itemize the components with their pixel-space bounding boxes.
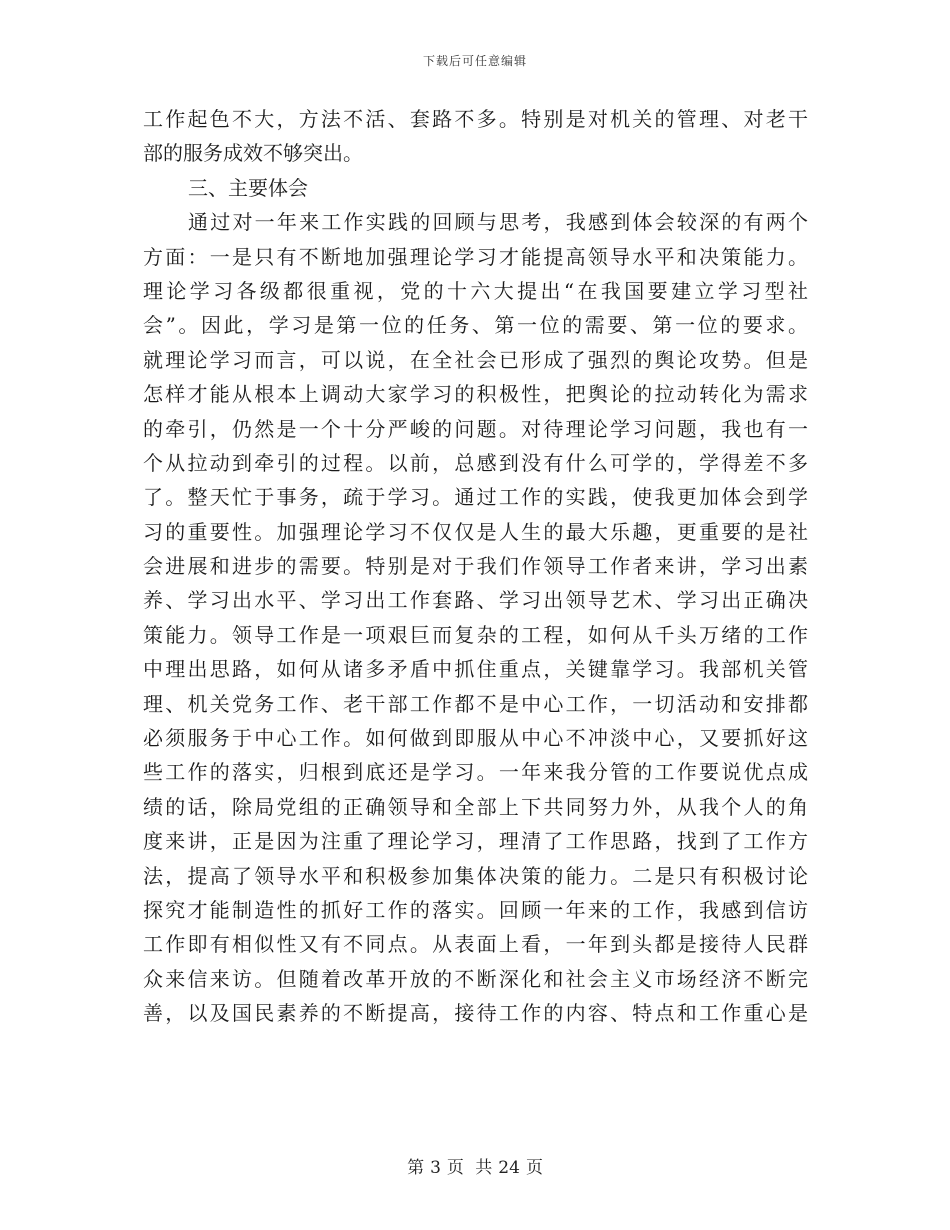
text-line: 理论学习各级都很重视，党的十六大提出“在我国要建立学习型社 bbox=[143, 278, 808, 303]
text-line: 法，提高了领导水平和积极参加集体决策的能力。二是只有积极讨论 bbox=[143, 863, 808, 888]
text-line: 通过对一年来工作实践的回顾与思考，我感到体会较深的有两个 bbox=[188, 210, 808, 235]
text-line: 会进展和进步的需要。特别是对于我们作领导工作者来讲，学习出素 bbox=[143, 554, 808, 579]
page-header: 下载后可任意编辑 bbox=[422, 54, 527, 68]
text-line: 工作起色不大，方法不活、套路不多。特别是对机关的管理、对老干 bbox=[143, 107, 808, 131]
text-line: 习的重要性。加强理论学习不仅仅是人生的最大乐趣，更重要的是社 bbox=[143, 519, 808, 544]
text-line: 了。整天忙于事务，疏于学习。通过工作的实践，使我更加体会到学 bbox=[143, 485, 808, 510]
text-line: 些工作的落实，归根到底还是学习。一年来我分管的工作要说优点成 bbox=[143, 760, 808, 785]
text-line: 度来讲，正是因为注重了理论学习，理清了工作思路，找到了工作方 bbox=[143, 829, 808, 854]
text-line: 探究才能制造性的抓好工作的落实。回顾一年来的工作，我感到信访 bbox=[143, 897, 808, 922]
text-line: 善，以及国民素养的不断提高，接待工作的内容、特点和工作重心是 bbox=[143, 1001, 808, 1026]
text-line: 就理论学习而言，可以说，在全社会已形成了强烈的舆论攻势。但是 bbox=[143, 347, 808, 372]
text-line: 中理出思路，如何从诸多矛盾中抓住重点，关键靠学习。我部机关管 bbox=[143, 657, 808, 682]
section-heading: 三、主要体会 bbox=[188, 175, 308, 200]
text-line: 会”。因此，学习是第一位的任务、第一位的需要、第一位的要求。 bbox=[143, 313, 808, 338]
text-line: 绩的话，除局党组的正确领导和全部上下共同努力外，从我个人的角 bbox=[143, 794, 808, 819]
text-line: 的牵引，仍然是一个十分严峻的问题。对待理论学习问题，我也有一 bbox=[143, 416, 808, 441]
footer-middle: 页 共 bbox=[446, 1158, 493, 1178]
text-line: 必须服务于中心工作。如何做到即服从中心不冲淡中心，又要抓好这 bbox=[143, 726, 808, 751]
text-line: 众来信来访。但随着改革开放的不断深化和社会主义市场经济不断完 bbox=[143, 966, 808, 991]
page-number-footer bbox=[0, 1153, 950, 1178]
total-page-count: 24 bbox=[498, 1158, 520, 1178]
footer-suffix: 页 bbox=[525, 1158, 543, 1178]
text-line: 策能力。领导工作是一项艰巨而复杂的工程，如何从千头万绪的工作 bbox=[143, 622, 808, 647]
text-line: 怎样才能从根本上调动大家学习的积极性，把舆论的拉动转化为需求 bbox=[143, 382, 808, 407]
text-line: 部的服务成效不够突出。 bbox=[143, 141, 363, 166]
text-line: 方面：一是只有不断地加强理论学习才能提高领导水平和决策能力。 bbox=[143, 244, 808, 269]
footer-prefix: 第 bbox=[407, 1158, 425, 1178]
document-body bbox=[143, 102, 808, 1031]
text-line: 工作即有相似性又有不同点。从表面上看，一年到头都是接待人民群 bbox=[143, 932, 808, 957]
text-line: 个从拉动到牵引的过程。以前，总感到没有什么可学的，学得差不多 bbox=[143, 450, 808, 475]
current-page-number: 3 bbox=[430, 1158, 441, 1178]
text-line: 养、学习出水平、学习出工作套路、学习出领导艺术、学习出正确决 bbox=[143, 588, 808, 613]
text-line: 理、机关党务工作、老干部工作都不是中心工作，一切活动和安排都 bbox=[143, 691, 808, 716]
